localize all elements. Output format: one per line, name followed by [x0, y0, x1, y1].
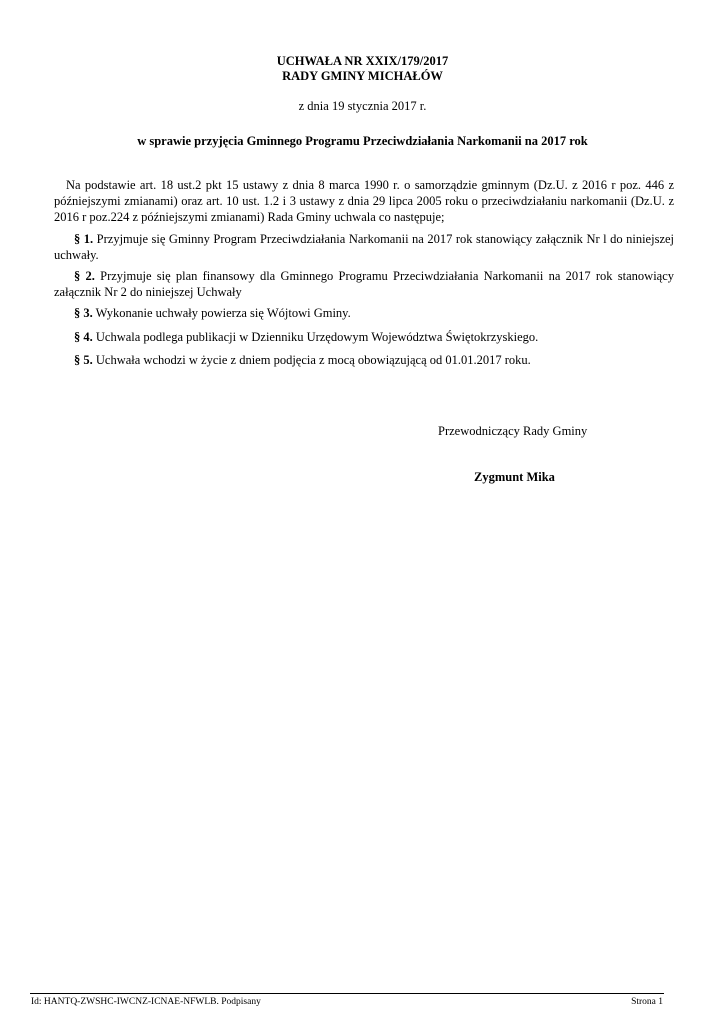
- paragraph-1-number: § 1.: [74, 232, 94, 246]
- paragraph-3: [54, 305, 674, 321]
- paragraph-5-text: Uchwała wchodzi w życie z dniem podjęcia z mocą obowiązującą od 01.01.2017 roku.: [95, 353, 531, 367]
- paragraph-1-text: Przyjmuje się Gminny Program Przeciwdziałania Narkomanii na 2017 rok stanowiący załącznik Nr l do niniejszej uchwały.: [54, 232, 675, 262]
- page-number: Strona 1: [631, 997, 663, 1007]
- paragraph-4-text: Uchwala podlega publikacji w Dzienniku Urzędowym Województwa Świętokrzyskiego.: [95, 330, 539, 344]
- signatory-title: Przewodniczący Rady Gminy: [438, 424, 588, 438]
- paragraph-2-text: Przyjmuje się plan finansowy dla Gminnego Programu Przeciwdziałania Narkomanii na 2017 rok stanowiący załącznik Nr 2 do niniejszej Uchwały: [54, 269, 675, 299]
- council-name: RADY GMINY MICHAŁÓW: [282, 69, 443, 83]
- paragraph-1: [54, 231, 674, 263]
- paragraph-5: [54, 352, 674, 368]
- resolution-date: z dnia 19 stycznia 2017 r.: [298, 99, 427, 113]
- paragraph-4: [54, 329, 674, 345]
- resolution-number: UCHWAŁA NR XXIX/179/2017: [276, 54, 449, 68]
- legal-basis-paragraph: Na podstawie art. 18 ust.2 pkt 15 ustawy z dnia 8 marca 1990 r. o samorządzie gminnym (Dz.U. z 2016 r poz. 446 z późniejszymi zmianami) oraz art. 10 ust. 1.2 i 3 ustawy z dnia 29 lipca 2005 roku o przeciwdziałaniu narkomanii (Dz.U. z 2016 r poz.224 z późniejszymi zmianami) Rada Gminy uchwala co następuje;: [54, 178, 674, 224]
- signatory-name: Zygmunt Mika: [474, 470, 555, 484]
- paragraph-4-number: § 4.: [74, 330, 93, 344]
- paragraph-2-number: § 2.: [74, 269, 95, 283]
- paragraph-3-number: § 3.: [74, 306, 93, 320]
- paragraph-2: [54, 268, 674, 300]
- paragraph-5-number: § 5.: [74, 353, 93, 367]
- resolution-subject: w sprawie przyjęcia Gminnego Programu Przeciwdziałania Narkomanii na 2017 rok: [137, 134, 588, 148]
- footer-divider: [30, 993, 664, 994]
- paragraph-3-text: Wykonanie uchwały powierza się Wójtowi Gminy.: [95, 306, 351, 320]
- document-id: Id: HANTQ-ZWSHC-IWCNZ-ICNAE-NFWLB. Podpisany: [31, 997, 261, 1007]
